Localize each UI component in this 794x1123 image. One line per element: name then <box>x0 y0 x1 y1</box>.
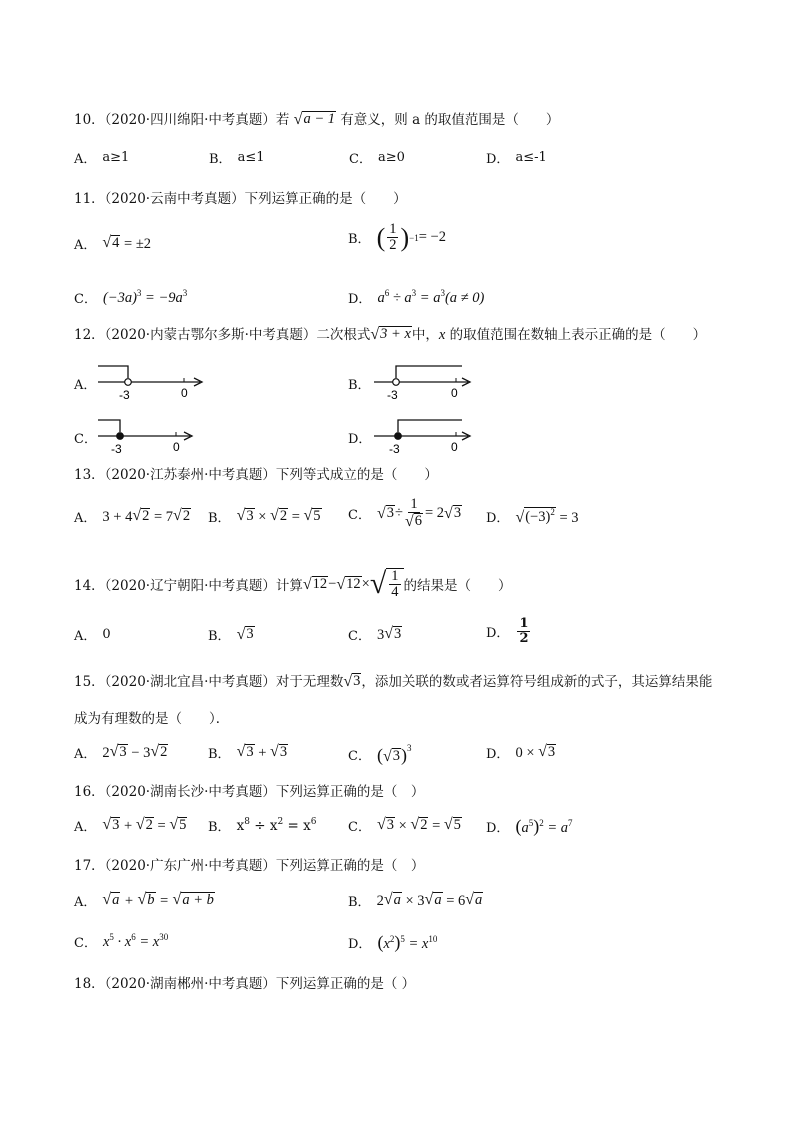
option-d[interactable]: D． $\frac{1}{2}$ <box>486 616 529 646</box>
option-d[interactable]: D． √ $(-3)^2$ = 3 <box>486 507 579 527</box>
option-a[interactable]: A． 0 <box>74 627 111 644</box>
question-13-stem: 13．（2020·江苏泰州·中考真题）下列等式成立的是（ ） <box>74 467 438 483</box>
tick-label-zero: 0 <box>181 386 188 400</box>
tick-label-minus3: -3 <box>387 388 398 402</box>
number-line-a <box>92 362 212 402</box>
option-b[interactable]: B． a≤1 <box>209 150 265 167</box>
option-c[interactable]: C． $x^5 \cdot x^6 = x^{30}$ <box>74 932 169 951</box>
question-18-stem: 18．（2020·湖南郴州·中考真题）下列运算正确的是（ ） <box>74 976 416 992</box>
range-bracket <box>98 366 128 378</box>
option-c[interactable]: C． a≥0 <box>349 150 405 167</box>
open-point <box>393 379 400 386</box>
option-a[interactable]: A． √ a + √ b = √ a + b <box>74 891 214 910</box>
range-bracket <box>98 420 120 432</box>
option-b[interactable]: B． ( $\frac{1}{2}$ ) −1 = −2 <box>348 221 446 254</box>
question-13-options <box>74 496 734 535</box>
option-a[interactable]: A． 2 √ 3 − 3 √ 2 <box>74 743 168 762</box>
question-17-options-ab <box>74 891 734 919</box>
question-10-options <box>74 148 734 176</box>
tick-label-zero: 0 <box>451 386 458 400</box>
question-11-stem: 11．（2020·云南中考真题）下列运算正确的是（ ） <box>74 191 407 207</box>
question-15-stem-line2: 成为有理数的是（ ）． <box>74 711 230 727</box>
option-a[interactable]: A． a≥1 <box>74 150 130 167</box>
option-c[interactable]: C． 3 √ 3 <box>348 625 402 644</box>
question-16-stem: 16．（2020·湖南长沙·中考真题）下列运算正确的是（ ） <box>74 784 425 800</box>
option-b[interactable]: B． 2 √ a × 3 √ a = 6 √ a <box>348 891 483 910</box>
option-d[interactable]: D． $(x^2)^5 = x^{10}$ <box>348 932 438 952</box>
option-a[interactable]: A． √ 4 = ±2 <box>74 234 152 253</box>
range-bracket <box>398 420 462 432</box>
option-b[interactable]: B． √ 3 × √ 2 = √ 5 <box>208 507 321 526</box>
question-10-stem: 10．（2020·四川绵阳·中考真题）若 √ a − 1 有意义，则 a 的取值范围是（ ） <box>74 111 560 128</box>
option-d[interactable]: D． 0 × √ 3 <box>486 743 556 762</box>
tick-label-minus3: -3 <box>119 388 130 402</box>
option-d[interactable]: D． a≤-1 <box>486 150 547 167</box>
option-b[interactable]: B． √ 3 <box>208 625 254 644</box>
option-c[interactable]: C． <box>74 432 97 447</box>
option-d[interactable]: D． $a^6 \div a^3 = a^3(a \ne 0)$ <box>348 288 485 307</box>
sqrt-expression: √ a − 1 <box>293 111 335 128</box>
question-17-stem: 17．（2020·广东广州·中考真题）下列运算正确的是（ ） <box>74 858 425 874</box>
option-b[interactable]: B． <box>348 378 371 393</box>
question-11-options-cd <box>74 288 734 316</box>
question-12-stem: 12．（2020·内蒙古鄂尔多斯·中考真题）二次根式 √ 3 + x 中，x 的取值范围在数轴上表示正确的是（ ） <box>74 326 707 343</box>
option-d[interactable]: D． $(a^5)^2 = a^7$ <box>486 816 573 836</box>
closed-point <box>117 433 124 440</box>
question-14-stem: 14．（2020·辽宁朝阳·中考真题）计算 √ 12 − √ 12 × √ $\frac{1}{4}$ 的结果是（ ） <box>74 567 512 601</box>
open-point <box>125 379 132 386</box>
option-c[interactable]: C． √ 3 × √ 2 = √ 5 <box>348 816 461 835</box>
number-line-c <box>92 416 202 456</box>
closed-point <box>395 433 402 440</box>
option-b[interactable]: B． √ 3 + √ 3 <box>208 743 288 762</box>
option-a[interactable]: A． 3 + 4 √ 2 = 7 √ 2 <box>74 507 191 526</box>
option-a[interactable]: A． √ 3 + √ 2 = √ 5 <box>74 816 187 835</box>
number-line-d <box>370 416 480 456</box>
number-line-b <box>370 362 480 402</box>
option-c[interactable]: C． √ 3 ÷ 1 √ 6 = 2 √ 3 <box>348 496 462 531</box>
question-15-options <box>74 743 734 771</box>
question-15-stem-line1: 15．（2020·湖北宜昌·中考真题）对于无理数 √ 3 ，添加关联的数或者运算符号组成新的式子，其运算结果能 <box>74 673 713 690</box>
option-b[interactable]: B． $x^8 \div x^2 = x^6$ <box>208 817 317 835</box>
option-d[interactable]: D． <box>348 432 372 447</box>
option-a[interactable]: A． <box>74 378 97 393</box>
tick-label-zero: 0 <box>173 440 180 454</box>
tick-label-minus3: -3 <box>389 442 400 456</box>
question-17-options-cd <box>74 932 734 960</box>
tick-label-minus3: -3 <box>111 442 122 456</box>
option-c[interactable]: C． ( √ 3 )$^3$ <box>348 743 412 765</box>
question-14-options <box>74 616 734 653</box>
question-16-options <box>74 816 734 844</box>
range-bracket <box>396 366 462 378</box>
question-11-options-ab <box>74 221 734 262</box>
option-c[interactable]: C． $(-3a)^3 = -9a^3$ <box>74 288 188 307</box>
tick-label-zero: 0 <box>451 440 458 454</box>
